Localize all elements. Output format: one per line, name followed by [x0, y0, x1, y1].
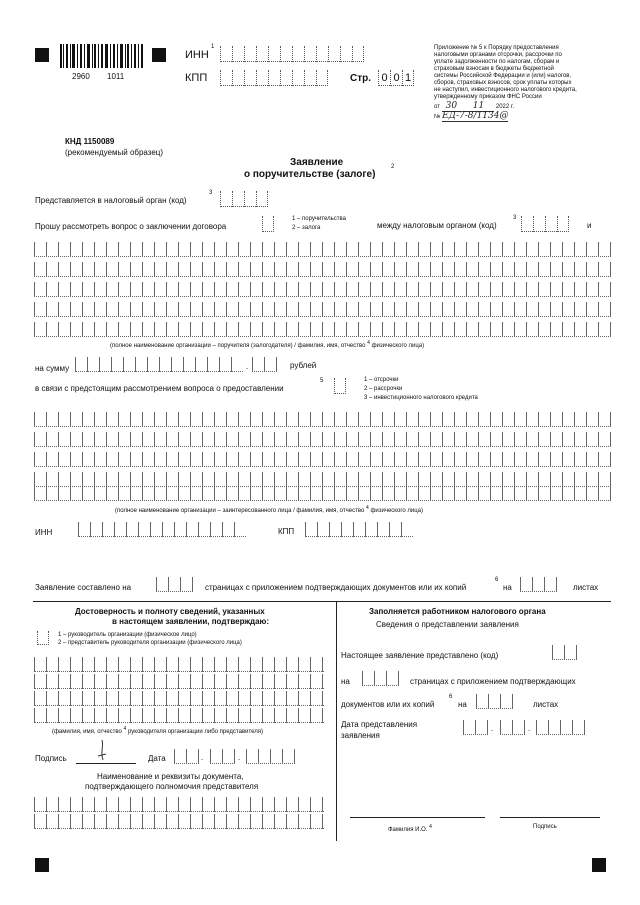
fio-caption-sup: 4 — [123, 726, 127, 732]
rubles-label: рублей — [290, 361, 317, 370]
order-date-day: 30 — [442, 101, 461, 112]
left-date-month[interactable] — [210, 749, 235, 764]
appendix-line: уплате задолженности по налогам, сборам и — [434, 59, 560, 65]
pages-middle: страницах с приложением подтверждающих документов или их копий — [205, 583, 467, 592]
interested-inn-input[interactable] — [78, 522, 246, 537]
interested-name-row-1[interactable] — [34, 412, 611, 427]
right-date-label-1: Дата представления — [341, 720, 418, 729]
tax-organ-label: Представляется в налоговый орган (код) — [35, 196, 187, 205]
left-date-dot-1: . — [201, 753, 204, 762]
between-code-input[interactable] — [521, 216, 569, 232]
right-fio-label: Фамилия И.О. — [388, 827, 428, 833]
right-subheading: Сведения о представлении заявления — [376, 620, 519, 629]
kpp-label: КПП — [185, 72, 208, 84]
docs-sup: 6 — [449, 694, 453, 700]
order-number-line — [434, 113, 614, 121]
right-heading: Заполняется работником налогового органа — [369, 607, 546, 616]
doc-line-2: подтверждающего полномочия представителя — [85, 782, 259, 791]
lower-section-top-line — [33, 601, 611, 602]
interested-name-row-3[interactable] — [34, 452, 611, 467]
contract-option-1: 1 – поручительства — [292, 216, 346, 222]
header-inn-input[interactable] — [220, 46, 364, 62]
page-digit-2: 0 — [390, 70, 402, 86]
contract-option-2: 2 – залога — [292, 225, 321, 231]
pages-suffix: листах — [573, 583, 599, 592]
request-label: Прошу рассмотреть вопрос о заключении договора — [35, 222, 227, 231]
page-digit-3: 1 — [402, 70, 414, 86]
left-date-dot-2: . — [238, 753, 241, 762]
right-fio-caption — [388, 824, 432, 834]
appendix-line: страховым взносам в бюджеты бюджетной — [434, 66, 554, 72]
sum-fraction-input[interactable] — [252, 357, 277, 372]
interested-inn-label: ИНН — [35, 528, 53, 537]
contract-type-input[interactable] — [262, 216, 274, 232]
right-on-label: на — [341, 677, 350, 686]
right-sign-caption: Подпись — [533, 824, 557, 830]
form-title-2: о поручительстве (залоге) — [244, 169, 376, 180]
guarantor-name-row-3[interactable] — [34, 282, 611, 297]
appendix-line: сборов, страховых взносов, срок уплаты которых — [434, 80, 572, 86]
connection-option-2: 2 – рассрочки — [364, 386, 403, 392]
sum-label: на сумму — [35, 364, 70, 373]
connection-type-input[interactable] — [334, 378, 346, 394]
interested-name-row-5[interactable] — [34, 486, 611, 501]
connection-label: в связи с предстоящим рассмотрением вопроса о предоставлении — [35, 384, 284, 393]
submitted-label: Настоящее заявление представлено (код) — [341, 651, 499, 660]
interested-caption — [115, 505, 423, 515]
interested-caption-text: (полное наименование организации – заинтересованного лица / фамилия, имя, отчество — [115, 508, 365, 514]
connection-option-3: 3 – инвестиционного налогового кредита — [364, 395, 478, 401]
right-sheets-input[interactable] — [476, 694, 513, 709]
order-date-prefix: от — [434, 104, 440, 110]
lower-section-divider — [336, 601, 337, 841]
order-number: ЕД-7-8/1134@ — [442, 111, 509, 121]
form-title-sup: 2 — [391, 164, 395, 170]
order-date-month: 11 — [463, 101, 494, 112]
inn-label: ИНН — [185, 49, 209, 61]
appendix-line: утвержденному приказом ФНС России — [434, 94, 542, 100]
docs-on-label: на — [458, 700, 467, 709]
confirmer-type-input[interactable] — [37, 631, 49, 645]
guarantor-caption-text: (полное наименование организации – поручителя (залогодателя) / фамилия, имя, отчество — [110, 343, 366, 349]
sum-dot: . — [246, 362, 249, 371]
sum-integer-input[interactable] — [75, 357, 243, 372]
appendix-line: Приложение № 5 к Порядку предоставления — [434, 45, 559, 51]
page-number-cells — [378, 70, 414, 86]
pages-count-input[interactable] — [156, 577, 193, 592]
pages-sup: 6 — [495, 577, 499, 583]
right-date-dot-2: . — [528, 724, 531, 733]
confirmer-option-2: 2 – представитель руководителя организации (физического лица) — [58, 640, 242, 646]
confirmer-fio-row-3[interactable] — [34, 691, 324, 706]
right-pages-input[interactable] — [362, 671, 399, 686]
left-date-day[interactable] — [174, 749, 199, 764]
barcode-number-right: 1011 — [107, 72, 125, 81]
right-date-day[interactable] — [463, 720, 488, 735]
guarantor-name-row-1[interactable] — [34, 242, 611, 257]
barcode — [60, 44, 144, 68]
fio-caption-end: руководителя организации либо представителя) — [128, 729, 264, 735]
right-pages-label: страницах с приложением подтверждающих — [410, 677, 576, 686]
corner-marker-bottom-left — [35, 858, 49, 872]
appendix-line: не наступил, инвестиционного налогового кредита, — [434, 87, 577, 93]
appendix-line: налоговыми органами отсрочки, рассрочки по — [434, 52, 562, 58]
confirmer-fio-row-2[interactable] — [34, 674, 324, 689]
interested-caption-sup: 4 — [365, 505, 369, 511]
confirmer-fio-row-4[interactable] — [34, 708, 324, 723]
and-label: и — [587, 221, 592, 230]
left-heading-1: Достоверность и полноту сведений, указанных — [75, 607, 265, 616]
confirmer-fio-caption — [52, 726, 263, 736]
left-date-year[interactable] — [246, 749, 295, 764]
interested-kpp-input[interactable] — [305, 522, 413, 537]
pages-prefix: Заявление составлено на — [35, 583, 132, 592]
doc-line-1: Наименование и реквизиты документа, — [97, 772, 244, 781]
confirmer-fio-row-1[interactable] — [34, 657, 324, 672]
order-number-prefix: № — [434, 114, 441, 120]
sample-note: (рекомендуемый образец) — [65, 148, 164, 157]
fio-caption-text: (фамилия, имя, отчество — [52, 729, 122, 735]
right-fio-sup: 4 — [429, 824, 432, 830]
right-sign-line — [500, 817, 600, 818]
page-label: Стр. — [350, 73, 372, 84]
appendix-note — [434, 45, 614, 121]
order-date-year: 2022 г. — [495, 104, 515, 110]
doc-row-2[interactable] — [34, 814, 324, 829]
between-label: между налоговым органом (код) — [377, 221, 497, 230]
guarantor-name-row-5[interactable] — [34, 322, 611, 337]
form-title-1: Заявление — [290, 157, 344, 168]
corner-marker-top-left — [35, 48, 49, 62]
sheets-count-input[interactable] — [520, 577, 557, 592]
page-digit-1: 0 — [378, 70, 390, 86]
right-date-dot-1: . — [491, 724, 494, 733]
right-fio-line — [350, 817, 485, 818]
tax-organ-code-input[interactable] — [220, 191, 268, 207]
guarantor-name-row-4[interactable] — [34, 302, 611, 317]
interested-name-row-2[interactable] — [34, 432, 611, 447]
left-heading-2: в настоящем заявлении, подтверждаю: — [112, 617, 270, 626]
doc-row-1[interactable] — [34, 797, 324, 812]
connection-sup: 5 — [320, 378, 324, 384]
guarantor-caption-end: физического лица) — [371, 343, 425, 349]
confirmer-option-1: 1 – руководитель организации (физическое лицо) — [58, 632, 197, 638]
submitted-code-input[interactable] — [552, 645, 577, 660]
tax-organ-sup: 3 — [209, 190, 213, 196]
between-sup: 3 — [513, 215, 517, 221]
header-kpp-input[interactable] — [220, 70, 328, 86]
interested-kpp-label: КПП — [278, 527, 295, 536]
guarantor-caption — [110, 340, 424, 350]
right-date-month[interactable] — [500, 720, 525, 735]
interested-name-row-4[interactable] — [34, 472, 611, 487]
signature-mark — [92, 738, 112, 764]
left-sign-label: Подпись — [35, 754, 67, 763]
order-date-line — [434, 103, 614, 111]
interested-caption-end: физического лица) — [370, 508, 424, 514]
right-date-year[interactable] — [536, 720, 585, 735]
docs-label: документов или их копий — [341, 700, 435, 709]
right-date-label-2: заявления — [341, 731, 380, 740]
appendix-line: системы Российской Федерации и (или) налогов, — [434, 73, 572, 79]
guarantor-caption-sup: 4 — [367, 340, 370, 346]
left-date-label: Дата — [148, 754, 166, 763]
sheets-label: листах — [533, 700, 559, 709]
connection-option-1: 1 – отсрочки — [364, 377, 399, 383]
corner-marker-top-right — [152, 48, 166, 62]
corner-marker-bottom-right — [592, 858, 606, 872]
knd-code: КНД 1150089 — [65, 137, 115, 146]
barcode-number-left: 2960 — [72, 72, 90, 81]
inn-sup: 1 — [211, 44, 215, 50]
guarantor-name-row-2[interactable] — [34, 262, 611, 277]
pages-on: на — [503, 583, 512, 592]
